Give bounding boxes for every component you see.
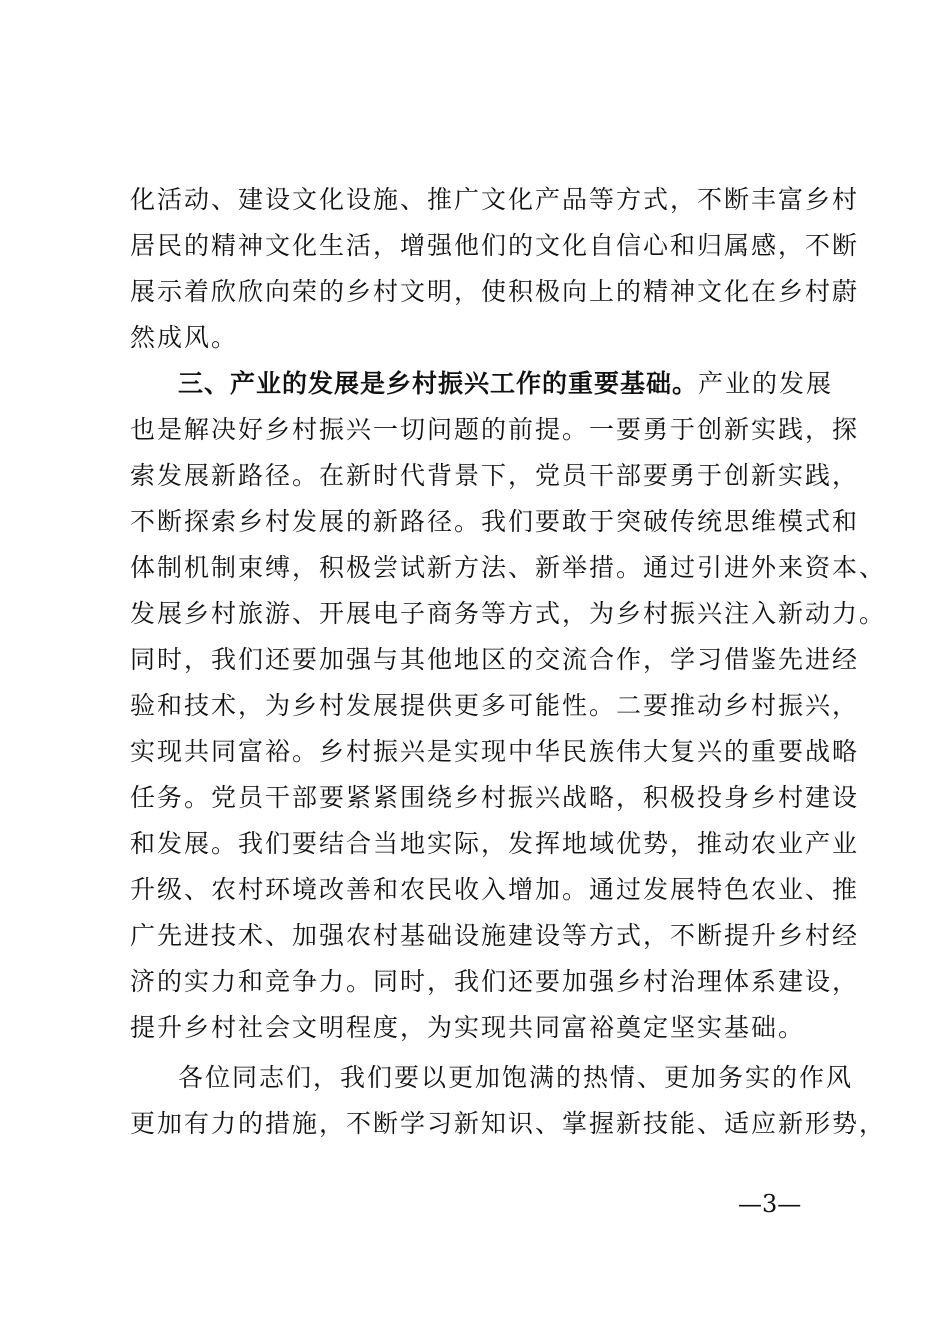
- text-line: 和发展。我们要结合当地实际，发挥地域优势，推动农业产业: [130, 829, 860, 858]
- text-line: 化活动、建设文化设施、推广文化产品等方式，不断丰富乡村: [130, 185, 860, 214]
- text-line: 发展乡村旅游、开展电子商务等方式，为乡村振兴注入新动力。: [130, 599, 887, 628]
- text-line: 提升乡村社会文明程度，为实现共同富裕奠定坚实基础。: [130, 1013, 806, 1042]
- text-line: 同时，我们还要加强与其他地区的交流合作，学习借鉴先进经: [130, 645, 860, 674]
- section-heading-line: [178, 364, 878, 404]
- text-line: 更加有力的措施，不断学习新知识、掌握新技能、适应新形势，: [130, 1109, 887, 1138]
- heading-continuation: 产业的发展: [698, 369, 834, 398]
- text-line: 然成风。: [130, 323, 239, 352]
- text-line: 居民的精神文化生活，增强他们的文化自信心和归属感，不断: [130, 231, 860, 260]
- text-line: 广先进技术、加强农村基础设施建设等方式，不断提升乡村经: [130, 921, 860, 950]
- text-line: 实现共同富裕。乡村振兴是实现中华民族伟大复兴的重要战略: [130, 737, 860, 766]
- text-line: 展示着欣欣向荣的乡村文明，使积极向上的精神文化在乡村蔚: [130, 277, 860, 306]
- text-line: 不断探索乡村发展的新路径。我们要敢于突破传统思维模式和: [130, 507, 860, 536]
- text-line: 体制机制束缚，积极尝试新方法、新举措。通过引进外来资本、: [130, 553, 887, 582]
- section-heading: 三、产业的发展是乡村振兴工作的重要基础。: [178, 369, 699, 398]
- text-line: 各位同志们，我们要以更加饱满的热情、更加务实的作风: [178, 1063, 854, 1092]
- text-line: 也是解决好乡村振兴一切问题的前提。一要勇于创新实践，探: [130, 415, 860, 444]
- text-line: 升级、农村环境改善和农民收入增加。通过发展特色农业、推: [130, 875, 860, 904]
- text-line: 任务。党员干部要紧紧围绕乡村振兴战略，积极投身乡村建设: [130, 783, 860, 812]
- text-line: 验和技术，为乡村发展提供更多可能性。二要推动乡村振兴，: [130, 691, 860, 720]
- text-line: 济的实力和竞争力。同时，我们还要加强乡村治理体系建设，: [130, 967, 860, 996]
- text-line: 索发展新路径。在新时代背景下，党员干部要勇于创新实践，: [130, 461, 860, 490]
- page-number: —3—: [738, 1190, 802, 1218]
